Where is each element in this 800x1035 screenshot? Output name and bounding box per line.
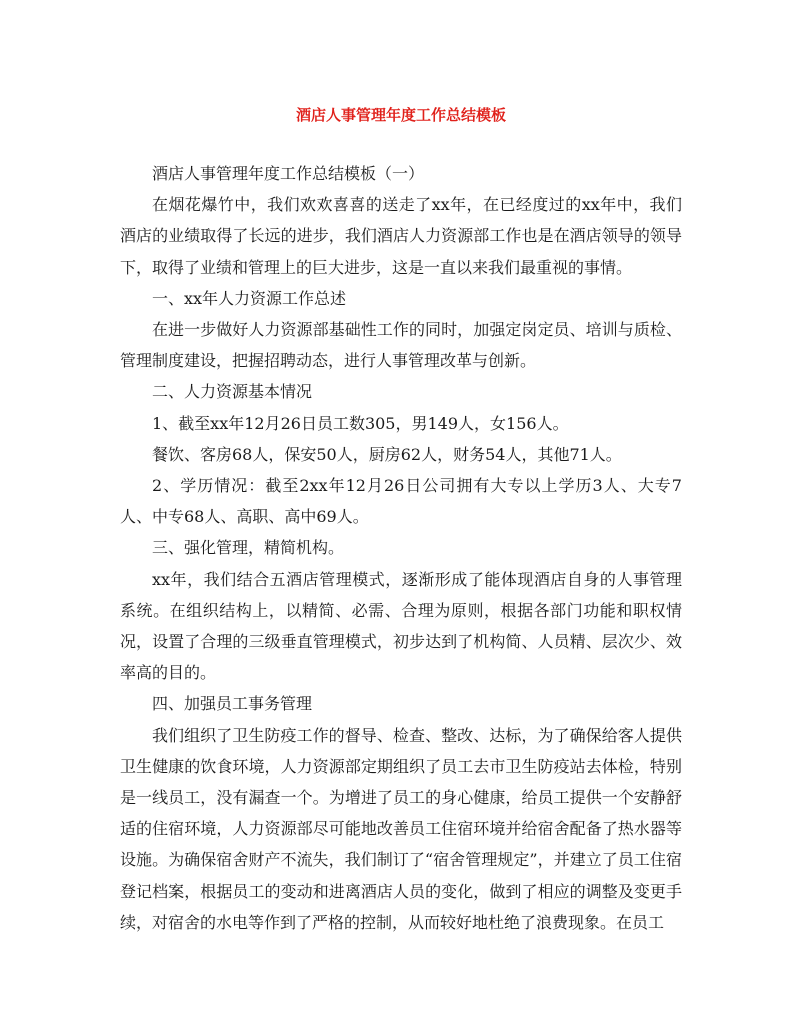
- document-body: [120, 158, 682, 938]
- department-count-paragraph: 餐饮、客房68人，保安50人，厨房62人，财务54人，其他71人。: [152, 444, 622, 464]
- document-title: 酒店人事管理年度工作总结模板: [295, 106, 506, 124]
- section-heading-3: 三、强化管理，精简机构。: [152, 538, 345, 558]
- section-heading-4: 四、加强员工事务管理: [152, 694, 313, 714]
- section-4-paragraph: 我们组织了卫生防疫工作的督导、检查、整改、达标，为了确保给客人提供卫生健康的饮食环境，人力资源部定期组织了员工去市卫生防疫站去体检，特别是一线员工，没有漏查一个。为增进了员工的身心健康，给员工提供一个安静舒适的住宿环境，人力资源部尽可能地改善员工住宿环境并给宿舍配备了热水器等设施。为确保宿舍财产不流失，我们制订了“宿舍管理规定”，并建立了员工住宿登记档案，根据员工的变动和进离酒店人员的变化，做到了相应的调整及变更手续，对宿舍的水电等作到了严格的控制，从而较好地杜绝了浪费现象。在员工: [120, 725, 682, 932]
- education-paragraph: 2、学历情况：截至2xx年12月26日公司拥有大专以上学历3人、大专7人、中专68人、高职、高中69人。: [120, 476, 682, 527]
- section-3-paragraph: xx年，我们结合五酒店管理模式，逐渐形成了能体现酒店自身的人事管理系统。在组织结构上，以精简、必需、合理为原则，根据各部门功能和职权情况，设置了合理的三级垂直管理模式，初步达到了机构简、人员精、层次少、效率高的目的。: [120, 569, 682, 683]
- staff-count-paragraph: 1、截至xx年12月26日员工数305，男149人，女156人。: [152, 413, 569, 433]
- section-heading-1: 一、xx年人力资源工作总述: [152, 288, 347, 308]
- section-heading-2: 二、人力资源基本情况: [152, 382, 313, 402]
- intro-paragraph: 在烟花爆竹中，我们欢欢喜喜的送走了xx年，在已经度过的xx年中，我们酒店的业绩取得了长远的进步，我们酒店人力资源部工作也是在酒店领导的领导下，取得了业绩和管理上的巨大进步，这是一直以来我们最重视的事情。: [120, 195, 682, 277]
- subtitle-paragraph: 酒店人事管理年度工作总结模板（一）: [152, 164, 425, 183]
- section-1-paragraph: 在进一步做好人力资源部基础性工作的同时，加强定岗定员、培训与质检、管理制度建设，把握招聘动态，进行人事管理改革与创新。: [120, 320, 682, 371]
